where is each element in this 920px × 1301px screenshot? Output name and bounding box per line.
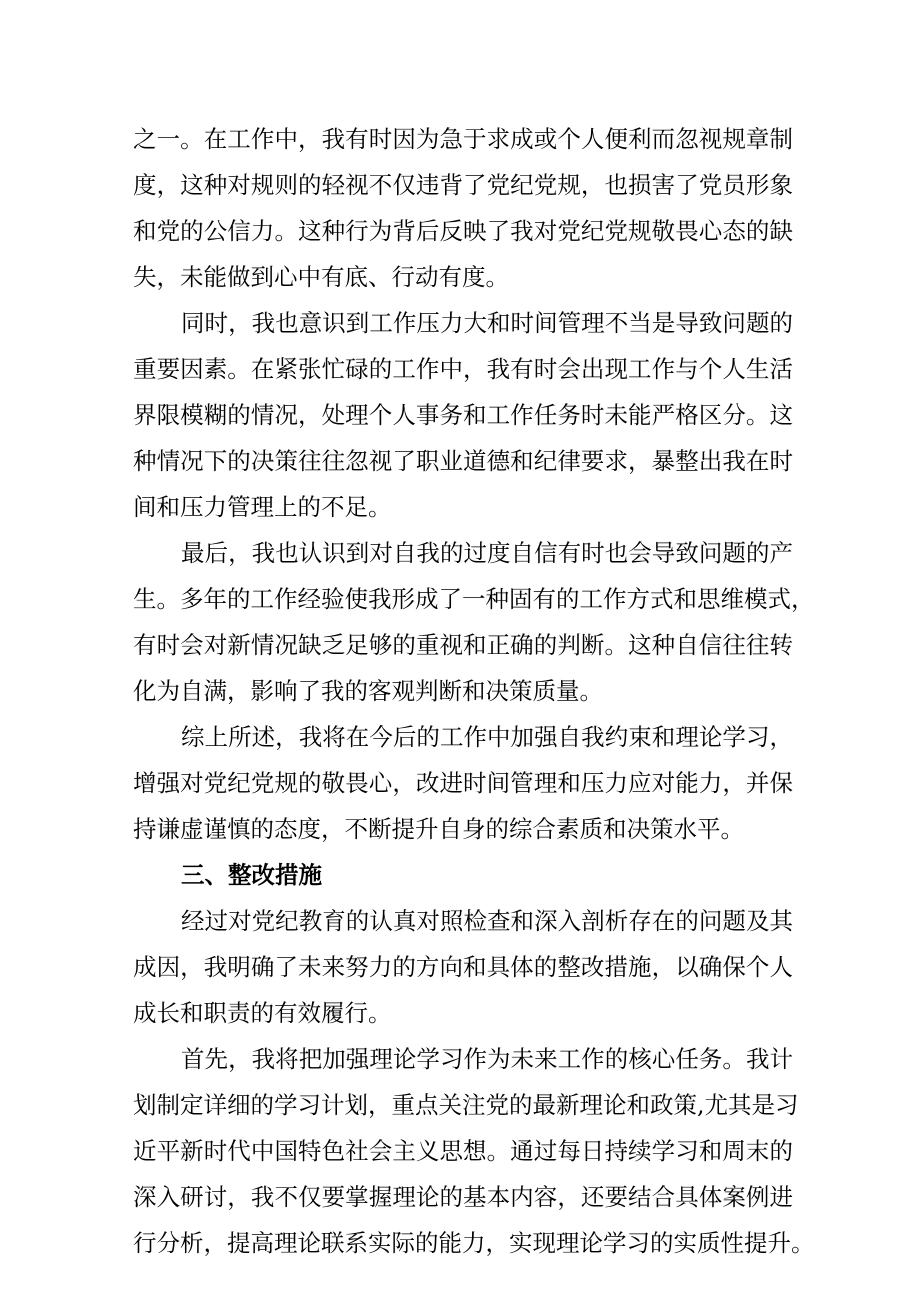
text-line: 和党的公信力。这种行为背后反映了我对党纪党规敬畏心态的缺 <box>133 217 793 245</box>
paragraph-overconfidence <box>133 530 815 714</box>
text-line: 间和压力管理上的不足。 <box>133 493 392 521</box>
text-line: 界限模糊的情况，处理个人事务和工作任务时未能严格区分。这 <box>133 401 793 429</box>
text-line: 行分析，提高理论联系实际的能力，实现理论学习的实质性提升。 <box>133 1229 815 1257</box>
text-line: 最后，我也认识到对自我的过度自信有时也会导致问题的产 <box>181 539 793 567</box>
text-line: 同时，我也意识到工作压力大和时间管理不当是导致问题的 <box>181 309 793 337</box>
text-line: 增强对党纪党规的敬畏心，改进时间管理和压力应对能力，并保 <box>133 769 793 797</box>
text-line: 度，这种对规则的轻视不仅违背了党纪党规，也损害了党员形象 <box>133 171 793 199</box>
text-line: 首先，我将把加强理论学习作为未来工作的核心任务。我计 <box>181 1045 793 1073</box>
text-line: 成因，我明确了未来努力的方向和具体的整改措施，以确保个人 <box>133 953 793 981</box>
text-line: 深入研讨，我不仅要掌握理论的基本内容，还要结合具体案例进 <box>133 1183 793 1211</box>
text-line: 化为自满，影响了我的客观判断和决策质量。 <box>133 677 603 705</box>
text-line: 持谦虚谨慎的态度，不断提升自身的综合素质和决策水平。 <box>133 815 744 843</box>
text-line: 经过对党纪教育的认真对照检查和深入剖析存在的问题及其 <box>181 907 793 935</box>
text-line: 种情况下的决策往往忽视了职业道德和纪律要求，暴整出我在时 <box>133 447 793 475</box>
section-heading <box>133 852 793 898</box>
text-line: 近平新时代中国特色社会主义思想。通过每日持续学习和周末的 <box>133 1137 793 1165</box>
paragraph-summary <box>133 714 793 852</box>
document-body <box>133 116 815 1266</box>
text-line: 失，未能做到心中有底、行动有度。 <box>133 263 509 291</box>
text-line: 划制定详细的学习计划，重点关注党的最新理论和政策,尤其是习 <box>133 1091 799 1119</box>
text-line: 综上所述，我将在今后的工作中加强自我约束和理论学习， <box>181 723 793 751</box>
paragraph-theory-study <box>133 1036 815 1266</box>
text-line: 生。多年的工作经验使我形成了一种固有的工作方式和思维模式， <box>133 585 815 613</box>
text-line: 有时会对新情况缺乏足够的重视和正确的判断。这种自信往往转 <box>133 631 793 659</box>
text-line: 重要因素。在紧张忙碌的工作中，我有时会出现工作与个人生活 <box>133 355 793 383</box>
paragraph-continuation <box>133 116 793 300</box>
paragraph-rectification-intro <box>133 898 793 1036</box>
paragraph-time-pressure <box>133 300 793 530</box>
section-heading-text: 三、整改措施 <box>181 861 322 889</box>
text-line: 之一。在工作中，我有时因为急于求成或个人便利而忽视规章制 <box>133 125 793 153</box>
text-line: 成长和职责的有效履行。 <box>133 999 392 1027</box>
